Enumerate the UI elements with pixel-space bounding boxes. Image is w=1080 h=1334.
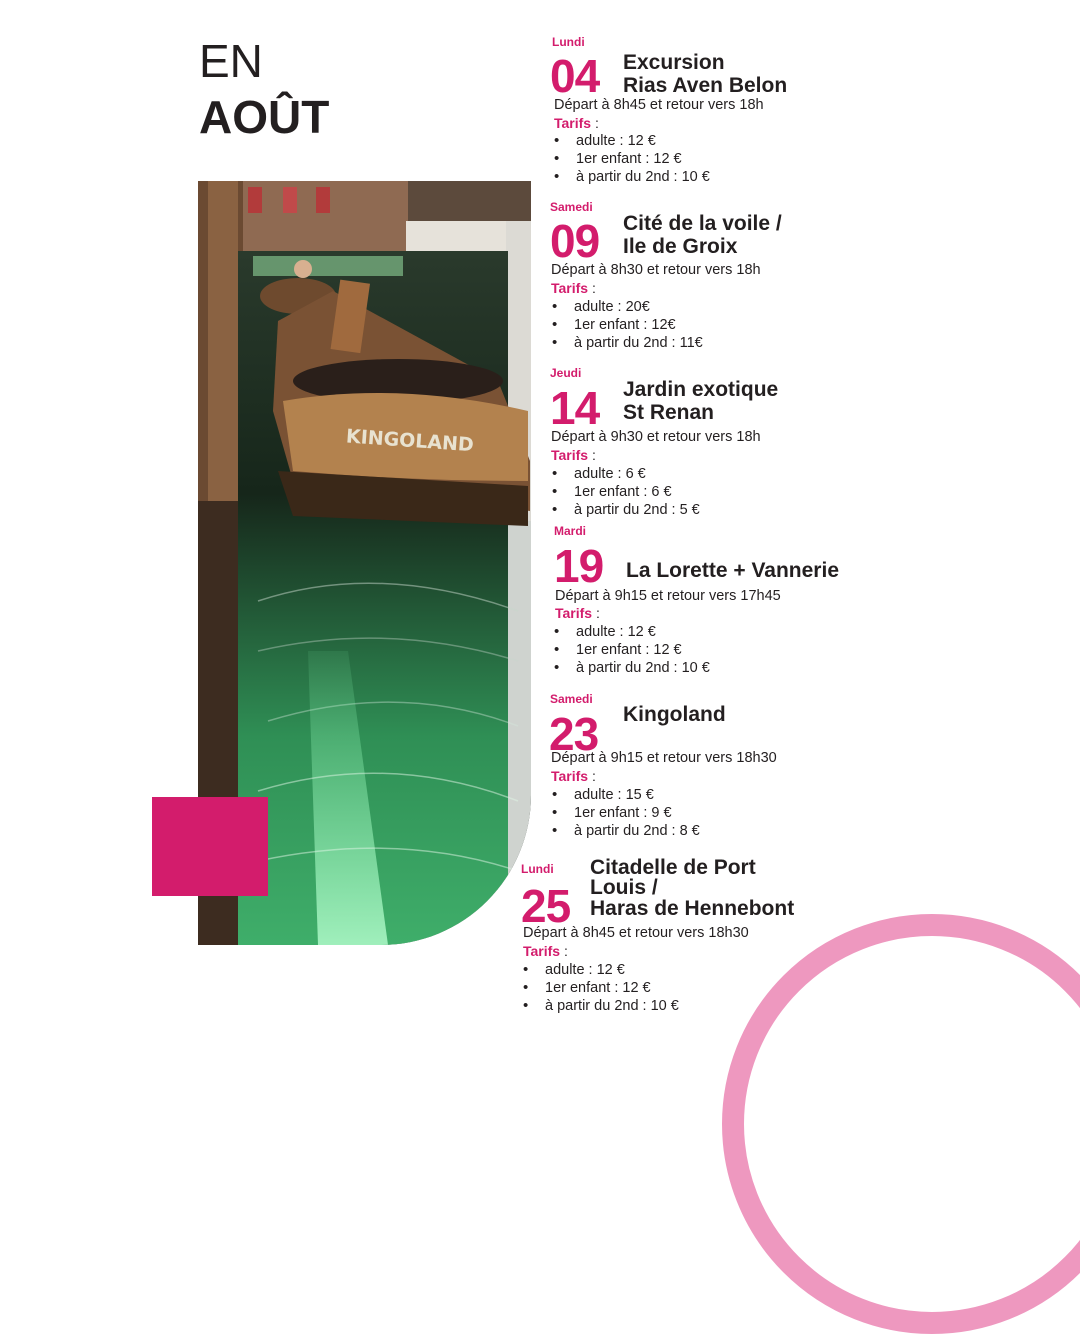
price-item: • à partir du 2nd : 5 € [550,501,700,519]
event-title-line: Rias Aven Belon [623,74,788,97]
tarifs-colon: : [591,115,599,131]
event-title-line: Jardin exotique [623,378,779,401]
event-tarifs-label [551,447,596,463]
price-item: • à partir du 2nd : 10 € [552,659,710,677]
price-item: • à partir du 2nd : 10 € [521,997,679,1015]
event-date-number: 19 [554,540,604,592]
decorative-pink-arc [722,914,1080,1334]
event-price-list [521,961,679,1015]
event-departure: Départ à 9h15 et retour vers 18h30 [551,750,777,766]
event-departure: Départ à 9h15 et retour vers 17h45 [555,588,781,604]
price-item: • 1er enfant : 12 € [552,641,710,659]
price-item: • 1er enfant : 12€ [550,316,703,334]
event-price-list [552,132,710,186]
event-departure: Départ à 8h30 et retour vers 18h [551,262,761,278]
tarifs-label: Tarifs [551,280,589,296]
tarifs-colon: : [592,605,600,621]
event-title-line: La Lorette + Vannerie [626,559,839,582]
event-date-number: 14 [550,382,600,434]
tarifs-colon: : [560,943,568,959]
event-date-number: 23 [549,708,599,760]
event-departure: Départ à 9h30 et retour vers 18h [551,429,761,445]
price-item: • 1er enfant : 12 € [552,150,710,168]
heading-month: AOÛT [199,91,330,143]
event-title-line: Citadelle de Port [590,856,756,879]
event-title-line: St Renan [623,401,715,424]
tarifs-label: Tarifs [551,768,589,784]
price-item: • adulte : 12 € [552,623,710,641]
event-price-list [550,298,703,352]
event-departure: Départ à 8h45 et retour vers 18h30 [523,925,749,941]
heading-en: EN [199,35,263,87]
event-title-line: Kingoland [623,703,726,726]
kingoland-sign-text: KINGOLAND [345,425,475,457]
price-item: • adulte : 12 € [552,132,710,150]
price-item: • 1er enfant : 6 € [550,483,700,501]
event-tarifs-label [551,280,596,296]
event-day: Samedi [550,692,593,706]
event-title-line: Ile de Groix [623,235,738,258]
price-item: • 1er enfant : 12 € [521,979,679,997]
price-item: • à partir du 2nd : 10 € [552,168,710,186]
tarifs-label: Tarifs [551,447,589,463]
price-item: • adulte : 15 € [550,786,700,804]
tarifs-colon: : [588,280,596,296]
price-item: • adulte : 6 € [550,465,700,483]
event-price-list [552,623,710,677]
event-day: Samedi [550,200,593,214]
event-price-list [550,465,700,519]
tarifs-label: Tarifs [523,943,561,959]
event-title-line: Louis / [590,876,658,899]
price-item: • à partir du 2nd : 8 € [550,822,700,840]
event-date-number: 25 [521,880,571,932]
price-item: • adulte : 20€ [550,298,703,316]
event-tarifs-label [551,768,596,784]
decorative-pink-square [152,797,268,896]
event-tarifs-label [554,115,599,131]
tarifs-colon: : [588,768,596,784]
event-day: Lundi [521,862,554,876]
event-price-list [550,786,700,840]
event-day: Lundi [552,35,585,49]
event-title-line: Excursion [623,51,725,74]
tarifs-colon: : [588,447,596,463]
event-title-line: Haras de Hennebont [590,897,795,920]
tarifs-label: Tarifs [555,605,593,621]
event-day: Jeudi [550,366,582,380]
event-title-line: Cité de la voile / [623,212,782,235]
price-item: • adulte : 12 € [521,961,679,979]
event-departure: Départ à 8h45 et retour vers 18h [554,97,764,113]
price-item: • 1er enfant : 9 € [550,804,700,822]
event-date-number: 04 [550,50,600,102]
tarifs-label: Tarifs [554,115,592,131]
event-tarifs-label [555,605,600,621]
price-item: • à partir du 2nd : 11€ [550,334,703,352]
event-date-number: 09 [550,215,600,267]
event-day: Mardi [554,524,587,538]
event-tarifs-label [523,943,568,959]
